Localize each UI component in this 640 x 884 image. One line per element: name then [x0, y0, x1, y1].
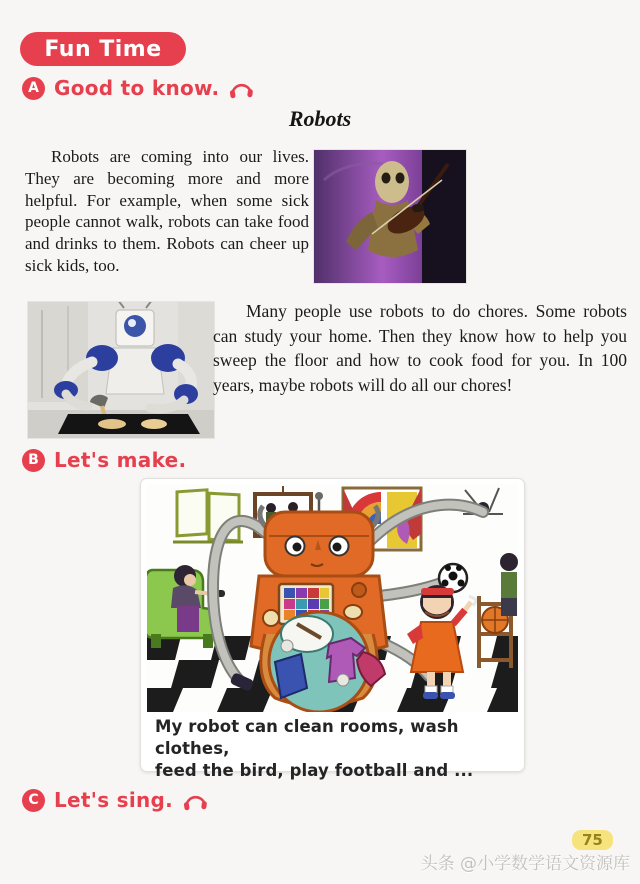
section-b-title: Let's make. [54, 448, 187, 472]
section-b-badge: B [22, 449, 45, 472]
section-c-badge: C [22, 789, 45, 812]
drawing-caption [147, 716, 518, 782]
watermark-text: 头条 @小学数学语文资源库 [420, 854, 630, 874]
robot-drawing-card [140, 478, 525, 780]
reading-paragraph-2: Many people use robots to do chores. Some robots can study your home. Then they know how to help you sweep the floor and how to cook food for you. In 100 years, maybe robots will do all our chores! [213, 301, 627, 395]
section-a-heading [22, 76, 255, 100]
drawing-caption-line2: feed the bird, play football and ... [155, 761, 474, 780]
photo-kitchen-robot [28, 302, 214, 438]
photo-violin-robot [314, 150, 466, 283]
headphones-icon[interactable] [182, 789, 209, 812]
fun-time-banner [20, 32, 186, 66]
section-a-title: Good to know. [54, 76, 220, 100]
fun-time-label: Fun Time [44, 36, 162, 62]
headphones-icon[interactable] [228, 77, 255, 100]
page-number-badge: 75 [572, 830, 613, 850]
section-b-heading [22, 448, 186, 472]
child-robot-drawing [147, 484, 518, 712]
section-c-heading [22, 788, 209, 812]
reading-title: Robots [288, 106, 352, 131]
drawing-caption-line1: My robot can clean rooms, wash clothes, [155, 717, 459, 758]
section-c-title: Let's sing. [54, 788, 174, 812]
reading-paragraph-1: Robots are coming into our lives. They are becoming more and more helpful. For example, when some sick people cannot walk, robots can take food and drinks to them. Robots can cheer up sick kids, too. [25, 147, 309, 275]
section-a-badge: A [22, 77, 45, 100]
